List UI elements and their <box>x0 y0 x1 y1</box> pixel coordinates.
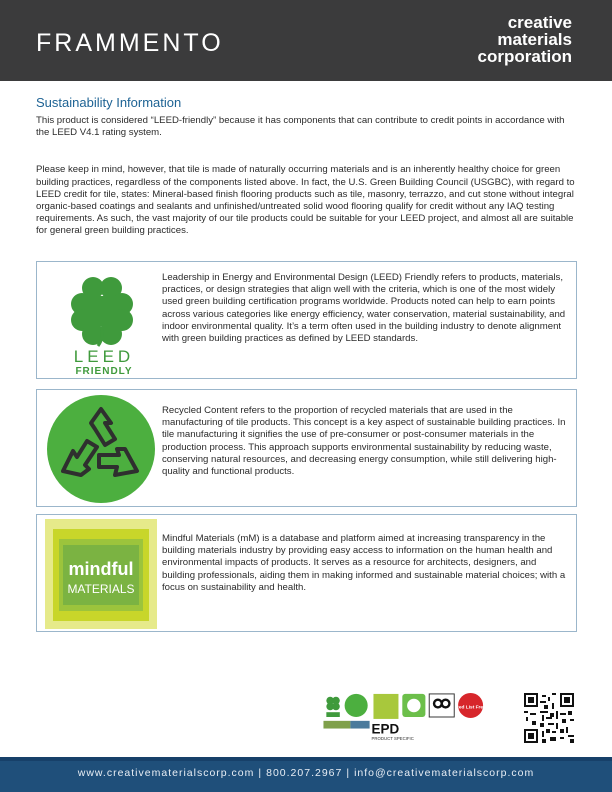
materials-logo-word: MATERIALS <box>67 582 135 596</box>
section-title: Sustainability Information <box>36 95 182 110</box>
epd-sublabel: PRODUCT SPECIFIC <box>371 736 414 742</box>
leed-clover-icon <box>49 266 159 376</box>
leed-logo-word: LEED <box>73 347 135 366</box>
mindful-card <box>36 514 577 632</box>
recycle-mini-icon <box>345 694 368 717</box>
qr-code[interactable] <box>524 693 574 743</box>
email-link[interactable]: info@creativematerialscorp.com <box>354 767 535 779</box>
leed-description: Leadership in Energy and Environmental Design (LEED) Friendly refers to products, materials, practices, or design strategies that align well with the criteria, which is one of the most widely used green building certification programs worldwide. Products noted can help to earn points across various categories like energy efficiency, water conservation, material sustainability, and indoor environmental quality. It’s a term often used in the building industry to denote alignment with green building practices as defined by LEED standards. <box>162 272 566 345</box>
recycled-card <box>36 389 577 507</box>
mindful-description: Mindful Materials (mM) is a database and platform aimed at increasing transparency in the building materials industry by providing easy access to information on the human health and environmental impacts of products. It serves as a resource for architects, designers, and building professionals, aiding them in making informed and sustainable material choices; with a focus on sustainability and health. <box>162 533 566 593</box>
company-line-3: corporation <box>477 47 572 66</box>
tile-paragraph: Please keep in mind, however, that tile is made of naturally occurring materials and is an inherently healthy choice for green building practices, regardless of the components listed above. In fact, the U.S. Green Building Council (USGBC), with regard to LEED credit for tile, states: Mineral-based finish flooring products such as tile, masonry, terrazzo, and cut stone without integral organic-based coatings and sealants and unfinished/untreated solid wood flooring qualify for credit without any IAQ testing requirements. As such, the vast majority of our tile products could be suitable for your LEED project, and almost all are suitable for general green building practices. <box>36 164 575 237</box>
footer-separator: | <box>258 767 263 779</box>
recycle-icon <box>45 393 157 505</box>
footer-contact <box>0 767 612 779</box>
leed-mini-icon <box>326 697 339 717</box>
footer-bar <box>0 757 612 792</box>
header-bar <box>0 0 612 81</box>
friendly-logo-word: FRIENDLY <box>75 366 133 376</box>
epd-label: EPD <box>371 721 400 737</box>
intro-paragraph: This product is considered “LEED-friendly” because it has components that can contribute to credit points in accordance with the LEED V4.1 rating system. <box>36 115 565 139</box>
mindful-logo-word: mindful <box>68 559 134 579</box>
company-logo <box>478 14 572 65</box>
brand-name: FRAMMENTO <box>36 29 224 57</box>
mindful-materials-logo <box>45 519 157 629</box>
recycled-description: Recycled Content refers to the proportion of recycled materials that are used in the manufacturing of tile products. This concept is a key aspect of sustainable building practices. In tile manufacturing it signifies the use of pre-consumer or post-consumer materials in the production process. This approach supports environmental sustainability by reducing waste, conserving natural resources, and decreasing energy consumption, while still delivering high-quality and functional products. <box>162 405 566 478</box>
certification-logos <box>320 692 500 742</box>
leed-card <box>36 261 577 379</box>
footer-stripe <box>0 757 612 761</box>
sustainability-section <box>36 95 580 238</box>
phone-number[interactable]: 800.207.2967 <box>266 767 343 779</box>
epd-color-bar <box>323 721 350 729</box>
company-line-2: materials <box>497 30 572 49</box>
red-list-label: Red List Free <box>455 705 486 711</box>
mindful-mini-icon <box>373 694 398 719</box>
footer-separator: | <box>346 767 351 779</box>
website-link[interactable]: www.creativematerialscorp.com <box>77 767 255 779</box>
company-line-1: creative <box>507 13 572 32</box>
